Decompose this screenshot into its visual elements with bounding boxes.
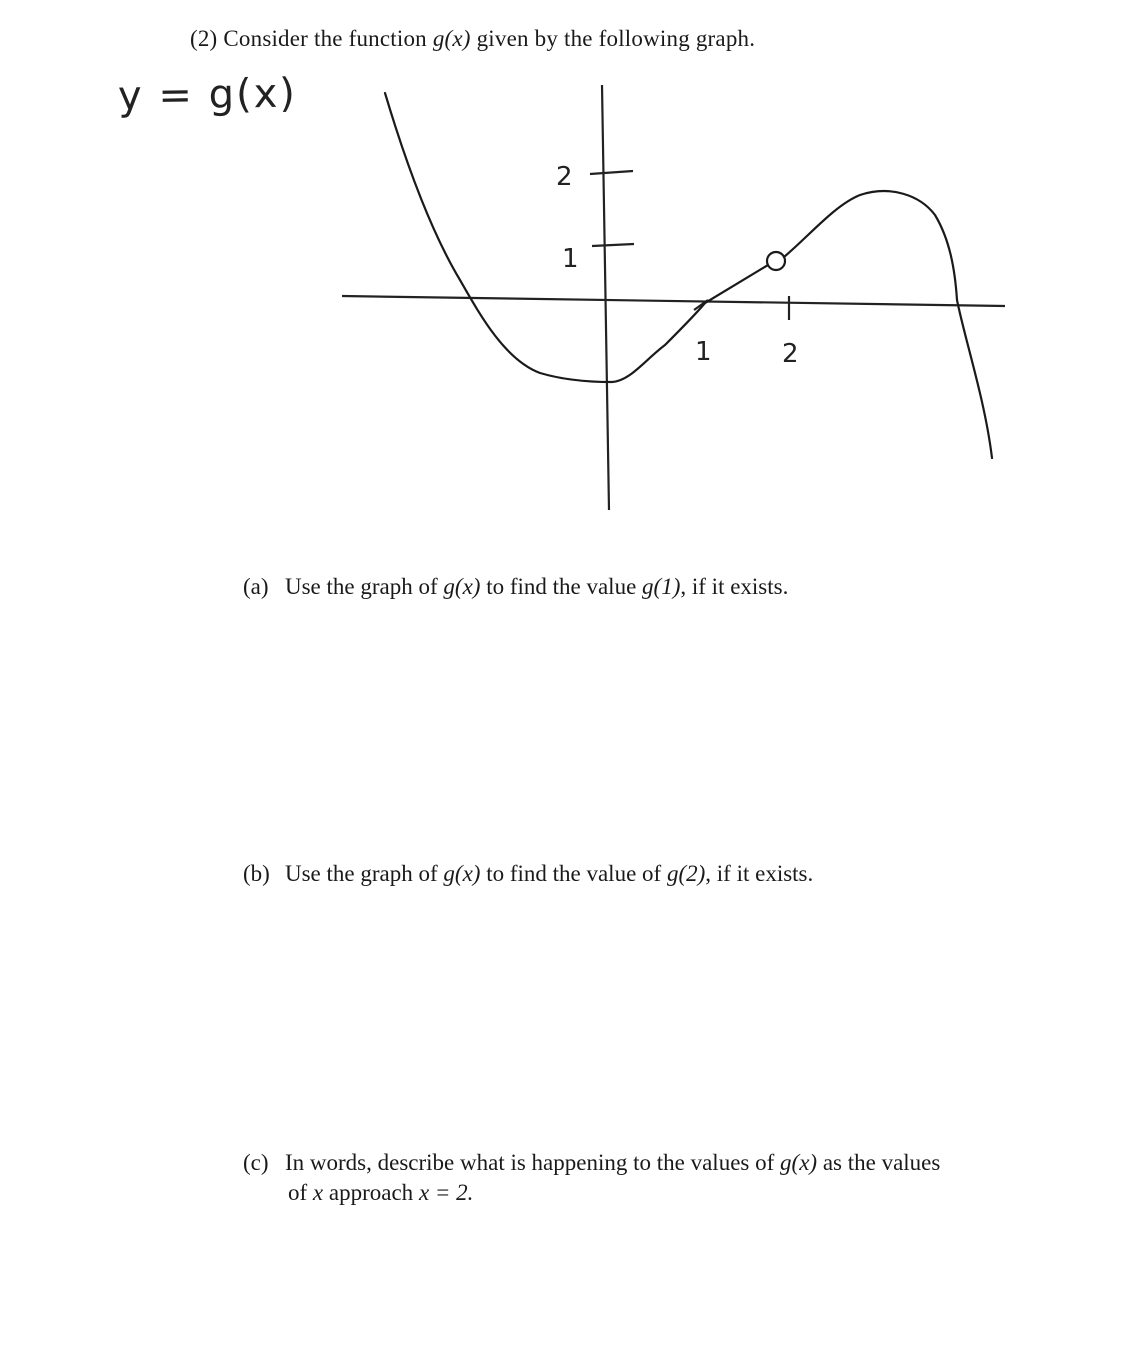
question-c-continuation [243, 1178, 1073, 1208]
heading-text-after: given by the following graph. [476, 26, 756, 51]
question-a [243, 572, 1073, 602]
x-tick-label-2: 2 [782, 339, 799, 369]
question-c [243, 1148, 1073, 1208]
open-circle-hole [767, 252, 785, 270]
function-name: g(x) [432, 26, 471, 51]
x-axis [342, 296, 1005, 306]
question-a-func: g(x) [443, 574, 481, 599]
question-a-text-2: to find the value [486, 574, 637, 599]
question-a-text-1: Use the graph of [285, 574, 438, 599]
question-b-text-2: to find the value of [486, 861, 662, 886]
question-b-text-1: Use the graph of [285, 861, 438, 886]
question-c-equation: x = 2. [418, 1180, 474, 1205]
y-tick-label-1: 1 [562, 244, 579, 274]
y-axis [602, 85, 609, 510]
question-c-text-3: of [288, 1180, 308, 1205]
question-b-text-3: , if it exists. [705, 861, 814, 886]
question-c-text-2: as the values [822, 1150, 941, 1175]
handwritten-function-label: y = g(x) [117, 70, 298, 120]
heading-text-before: Consider the function [223, 26, 427, 51]
question-b-func: g(x) [443, 861, 481, 886]
problem-number: (2) [190, 26, 218, 51]
x-tick-label-1: 1 [695, 337, 712, 367]
question-a-value: g(1) [642, 574, 681, 599]
question-c-var: x [312, 1180, 324, 1205]
question-a-text-3: , if it exists. [680, 574, 789, 599]
question-a-marker: (a) [243, 574, 269, 599]
question-c-text-1: In words, describe what is happening to the values of [285, 1150, 775, 1175]
curve-right-segment [784, 191, 992, 458]
y-tick-mark-1 [592, 244, 634, 246]
question-b-value: g(2) [666, 861, 706, 886]
y-tick-label-2: 2 [556, 162, 573, 192]
question-b-marker: (b) [243, 861, 270, 886]
y-tick-mark-2 [590, 171, 633, 174]
question-c-marker: (c) [243, 1150, 269, 1175]
question-c-func: g(x) [780, 1150, 818, 1175]
question-b [243, 859, 1073, 889]
question-c-text-4: approach [328, 1180, 414, 1205]
